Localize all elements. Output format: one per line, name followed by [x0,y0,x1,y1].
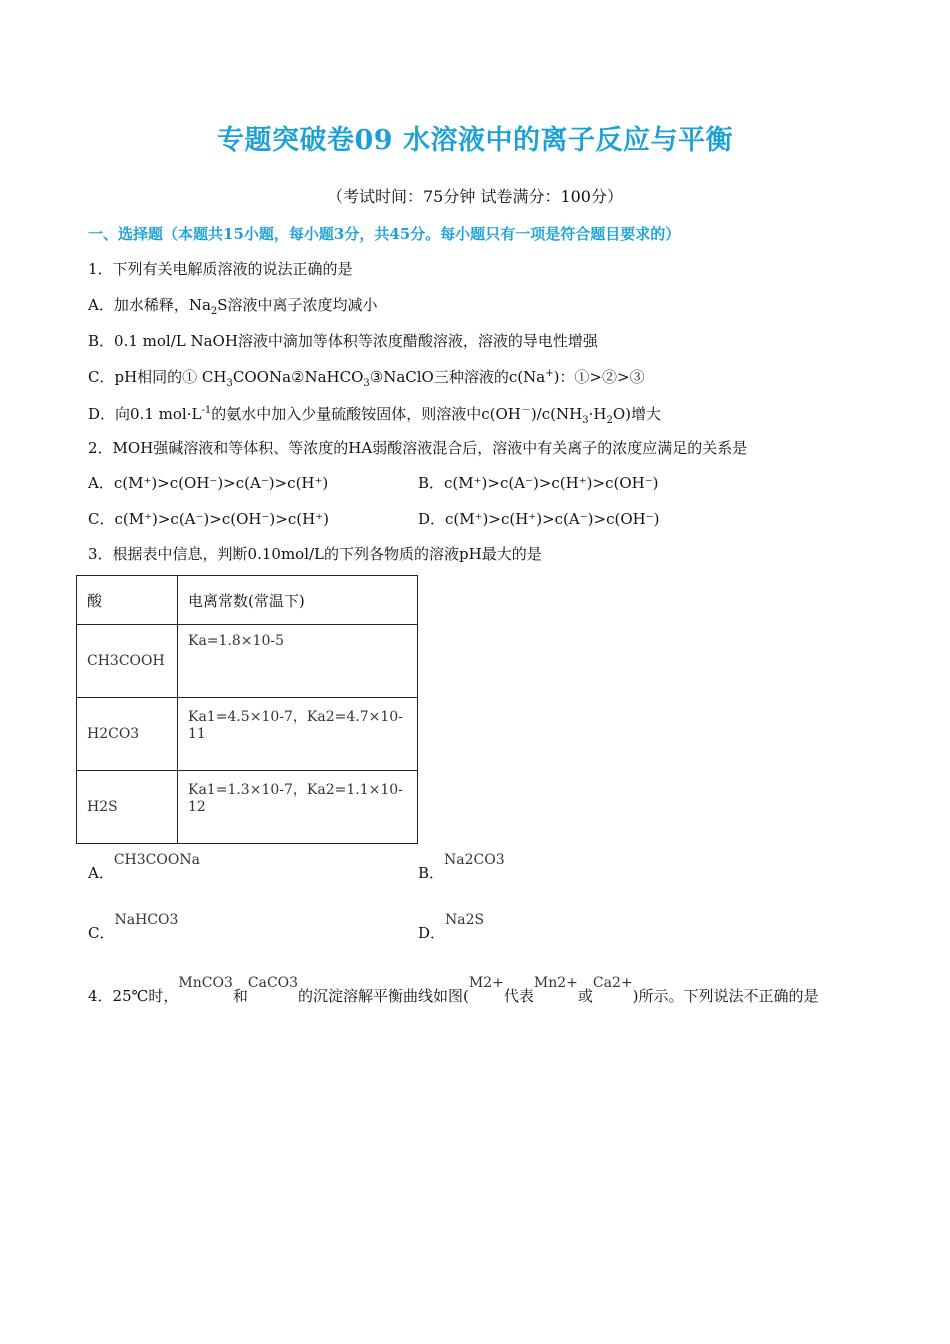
q3-option-b: B．Na2CO3 [418,852,505,882]
table-header-cell: 电离常数(常温下) [178,576,418,625]
q1-option-c: C．pH相同的① $CH_3COONa②NaHCO_3③NaClO$三种溶液的c(Na+)：①>②>③ [88,368,645,389]
q2-option-d: D．c(M⁺)>c(H⁺)>c(A⁻)>c(OH⁻) [418,510,660,528]
q1-option-a: A．加水稀释，$Na_2S$溶液中离子浓度均减小 [88,296,378,317]
table-header-row [77,576,418,625]
q3-option-d: D．Na2S [418,912,485,942]
q3-option-a: A．CH3COONa [88,852,200,882]
exam-info: （考试时间：75分钟 试卷满分：100分） [327,187,623,206]
q1-option-d: D．向0.1 $mol\cdot L^{-1}$的氨水中加入少量硫酸铵固体，则溶液中$c(OH^-)/c(NH_3\cdot H_2O)$增大 [88,405,661,426]
table-cell-acid: H2CO3 [77,698,178,771]
q2-stem: 2．MOH强碱溶液和等体积、等浓度的HA弱酸溶液混合后，溶液中有关离子的浓度应满足的关系是 [88,439,748,457]
ionization-constant-table [76,575,418,844]
table-cell-constant: Ka=1.8×10-5 [178,625,418,698]
q1-option-b: B．0.1 mol/L NaOH溶液中滴加等体积等浓度醋酸溶液，溶液的导电性增强 [88,332,598,350]
q2-option-a: A．c(M⁺)>c(OH⁻)>c(A⁻)>c(H⁺) [88,474,329,492]
table-header-cell: 酸 [77,576,178,625]
q4-stem: 4．25℃时，MnCO3和CaCO3的沉淀溶解平衡曲线如图(M2+代表Mn2+或Ca2+)所示。下列说法不正确的是 [88,975,819,1005]
table-cell-acid: H2S [77,771,178,844]
document-title: 专题突破卷09 水溶液中的离子反应与平衡 [217,125,733,156]
table-row [77,625,418,698]
table-cell-constant: Ka1=1.3×10-7，Ka2=1.1×10-12 [178,771,418,844]
q3-stem: 3．根据表中信息，判断0.10mol/L的下列各物质的溶液pH最大的是 [88,545,542,563]
table-cell-acid: CH3COOH [77,625,178,698]
table-row [77,698,418,771]
q3-option-c: C．NaHCO3 [88,912,179,942]
q2-option-b: B．c(M⁺)>c(A⁻)>c(H⁺)>c(OH⁻) [418,474,659,492]
table-row [77,771,418,844]
q2-option-c: C．c(M⁺)>c(A⁻)>c(OH⁻)>c(H⁺) [88,510,329,528]
section-heading: 一、选择题（本题共15小题，每小题3分，共45分。每小题只有一项是符合题目要求的） [88,225,681,243]
q1-stem: 1．下列有关电解质溶液的说法正确的是 [88,260,353,278]
table-cell-constant: Ka1=4.5×10-7，Ka2=4.7×10-11 [178,698,418,771]
